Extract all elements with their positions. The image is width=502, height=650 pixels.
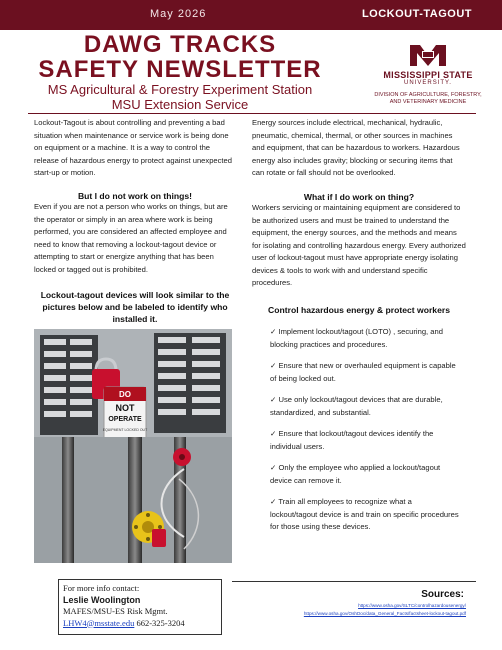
section-heading-not-work: But I do not work on things! [77,191,193,201]
source-link[interactable]: https://www.osha.gov/SLTC/controlhazardousenergy/ [358,603,466,608]
sources-title: Sources: [421,589,464,600]
masthead-divider [28,113,476,114]
tag-text-operate: OPERATE [108,416,142,423]
list-item: ✓ Only the employee who applied a lockout/tagout device can remove it. [270,463,441,485]
list-item: ✓ Implement lockout/tagout (LOTO) , securing, and blocking practices and procedures. [270,327,443,349]
contact-org: MAFES/MSU-ES Risk Mgmt. [63,606,168,616]
devices-heading: Lockout-tagout devices will look similar to the pictures below and be labeled to identify who installed it. [40,290,230,324]
lockout-photo-illustration [34,329,232,563]
contact-name: Leslie Woolington [63,594,141,605]
list-item: ✓ Use only lockout/tagout devices that are durable, standardized, and substantial. [270,395,443,417]
list-item: ✓ Ensure that lockout/tagout devices identify the individual users. [270,429,434,451]
university-logo [368,42,488,106]
tag-text-not: NOT [115,403,135,413]
header-bar [0,0,502,30]
university-name: MISSISSIPPI STATE [383,70,473,80]
list-item: ✓ Train all employees to recognize what a lockout/tagout device is and train on specific procedures for those using these devices. [270,497,459,531]
lockout-devices-photo [34,329,232,563]
tag-text-locked: EQUIPMENT LOCKED OUT [102,428,148,432]
affected-employee-paragraph: Even if you are not a person who works on things, but are the operator or simply in an area where work is being performed, you are considered an affected employee and need to know that removing a lockout-tagout device or attempting to start or energize anything that has been locked or tagged out is prohibited. [34,202,228,274]
source-link[interactable]: https://www.osha.gov/OshDoc/data_General_Facts/factsheet-lockout-tagout.pdf [303,611,466,616]
contact-box [58,579,222,635]
tag-text-do: DO [119,390,131,399]
section-heading-control-energy: Control hazardous energy & protect workers [268,305,450,315]
contact-email-link[interactable]: LHW4@msstate.edu [63,617,135,628]
authorized-users-paragraph: Workers servicing or maintaining equipment are considered to be authorized users and must be trained to understand the equipment, the energy sources, and the methods and means for isolating and controlling hazardous energy. Every authorized user of lockout-tagout must have appropriate energy isolating devices & tools to work with and understand specific procedures. [252,203,466,287]
issue-topic: LOCKOUT-TAGOUT [361,8,472,20]
newsletter-title-line1: DAWG TRACKS [83,31,277,58]
contact-phone: 662-325-3204 [136,617,185,628]
university-name-sub: UNIVERSITY. [404,80,452,86]
issue-date: May 2026 [150,8,207,20]
sources-divider [232,581,476,582]
list-item: ✓ Ensure that new or overhauled equipment is capable of being locked out. [270,361,456,383]
intro-paragraph: Lockout-Tagout is about controlling and preventing a bad situation when maintenance or service work is being done on equipment or a machine. It is a way to control the release of hazardous energy to protect against unexpected start-up or motion. [34,118,232,177]
newsletter-subtitle-line2: MSU Extension Service [111,97,249,112]
energy-sources-paragraph: Energy sources include electrical, mechanical, hydraulic, pneumatic, chemical, thermal, or other sources in machines and equipment, that can be hazardous to workers. Hazardous energy also includes gravity; blocking or securing items that can rotate or fall should not be overlooked. [252,118,460,177]
msu-m-logo-icon [408,42,448,68]
contact-label: For more info contact: [63,583,140,593]
newsletter-subtitle-line1: MS Agricultural & Forestry Experiment Station [47,82,313,97]
newsletter-title-line2: SAFETY NEWSLETTER [38,56,322,83]
division-name-line1: DIVISION OF AGRICULTURE, FORESTRY, [374,92,482,98]
division-name-line2: AND VETERINARY MEDICINE [389,99,467,105]
section-heading-do-work: What if I do work on thing? [303,192,415,202]
